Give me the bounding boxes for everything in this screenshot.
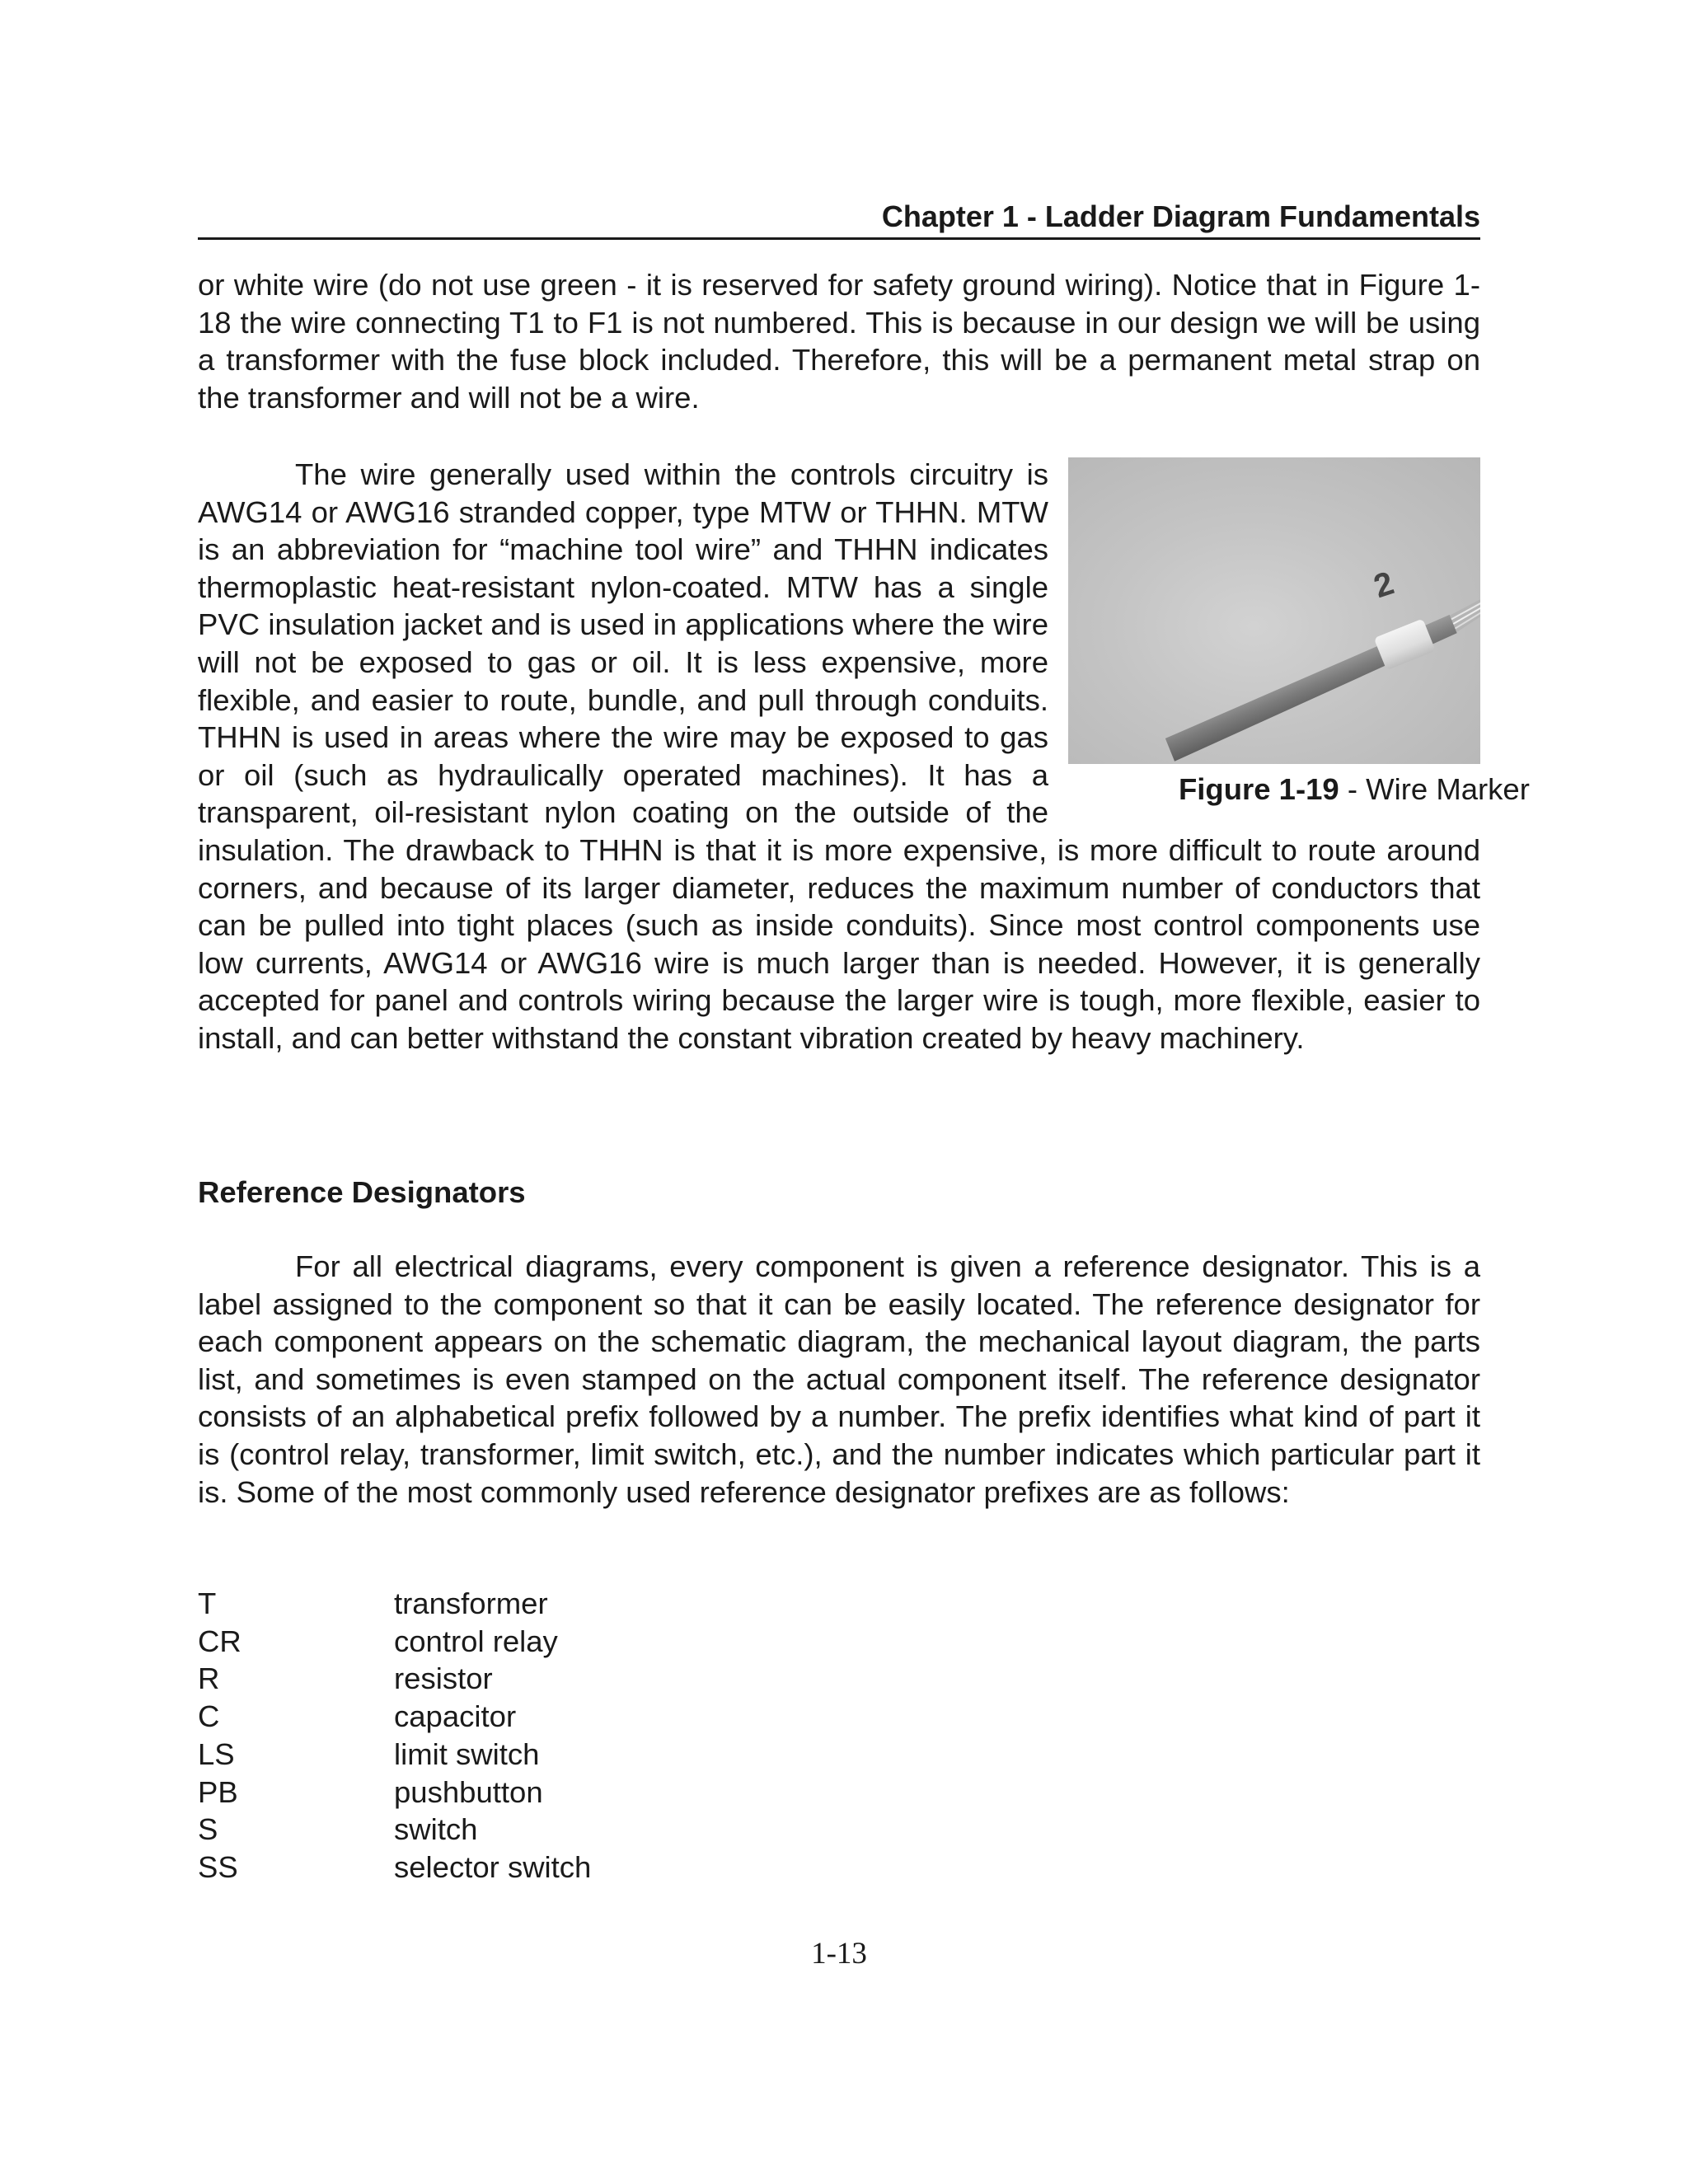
prefix-meaning: control relay (394, 1624, 558, 1658)
figure-1-19 (1068, 457, 1530, 820)
list-item (198, 1736, 591, 1774)
paragraph-reference-designators: For all electrical diagrams, every component is given a reference designator. This is a label assigned to the component so that it can be easily located. The reference designator for each component appears on the schematic diagram, the mechanical layout diagram, the parts list, and sometimes is even stamped on the actual component itself. The reference designator consists of an alphabetical prefix followed by a number. The prefix identifies what kind of part it is (control relay, transformer, limit switch, etc.), and the number indicates which particular part it is. Some of the most commonly used reference designator prefixes are as follows: (198, 1249, 1480, 1509)
paragraph-wire-types-text: The wire generally used within the controls circuitry is AWG14 or AWG16 stranded copper, type MTW or THHN. MTW is an abbreviation for “machine tool wire” and THHN indicates thermoplastic heat-resistant nylon-coated. MTW has a single PVC insulation jacket and is used in applications where the wire will not be exposed to gas or oil. It is less expensive, more flexible, and easier to route, bundle, and pull through conduits. THHN is used in areas where the wire may be exposed to gas or oil (such as hydraulically operated machines). It has a transparent, oil-resistant nylon coating on the outside of the insulation. The drawback to THHN is that it is more expensive, is more difficult to route around corners, and because of its larger diameter, reduces the maximum number of conductors that can be pulled into tight places (such as inside conduits). Since most control components use low currents, AWG14 or AWG16 wire is much larger than is needed. However, it is generally accepted for panel and controls wiring because the larger wire is tough, more flexible, easier to install, and can better withstand the constant vibration created by heavy machinery. (198, 457, 1480, 1055)
prefix-code: R (198, 1661, 220, 1696)
running-header: Chapter 1 - Ladder Diagram Fundamentals (198, 198, 1480, 240)
page-number: 1-13 (811, 1937, 867, 1971)
list-item (198, 1660, 591, 1698)
prefix-meaning: capacitor (394, 1699, 517, 1734)
list-item (198, 1811, 591, 1849)
wire-marker-photo (1068, 457, 1480, 764)
prefix-code: PB (198, 1774, 238, 1809)
list-item (198, 1774, 591, 1811)
list-item (198, 1585, 591, 1623)
list-item (198, 1849, 591, 1886)
paragraph-wire-types (198, 456, 1530, 1057)
document-page (198, 0, 1530, 2184)
wire-marker-label: 2 (1369, 565, 1399, 606)
prefix-code: SS (198, 1849, 238, 1884)
prefix-meaning: switch (394, 1812, 478, 1847)
prefix-meaning: pushbutton (394, 1774, 543, 1809)
prefix-meaning: limit switch (394, 1736, 540, 1771)
prefix-code: LS (198, 1736, 235, 1771)
figure-caption (1081, 771, 1530, 808)
section-heading-reference-designators: Reference Designators (198, 1175, 526, 1209)
list-item (198, 1623, 591, 1661)
prefix-code: C (198, 1699, 220, 1734)
prefix-list (198, 1585, 591, 1886)
caption-text: Wire Marker (1366, 772, 1530, 806)
prefix-meaning: transformer (394, 1586, 548, 1620)
prefix-code: S (198, 1812, 218, 1847)
list-item (198, 1698, 591, 1736)
prefix-code: CR (198, 1624, 241, 1658)
paragraph-wire-color: or white wire (do not use green - it is reserved for safety ground wiring). Notice that in Figure 1-18 the wire connecting T1 to F1 is not numbered. This is because in our design we will be using a transformer with the fuse block included. Therefore, this will be a permanent metal strap on the transformer and will not be a wire. (198, 268, 1480, 415)
prefix-meaning: resistor (394, 1661, 493, 1696)
prefix-meaning: selector switch (394, 1849, 592, 1884)
caption-separator: - (1339, 772, 1367, 806)
prefix-code: T (198, 1586, 217, 1620)
figure-number: Figure 1-19 (1179, 772, 1339, 806)
